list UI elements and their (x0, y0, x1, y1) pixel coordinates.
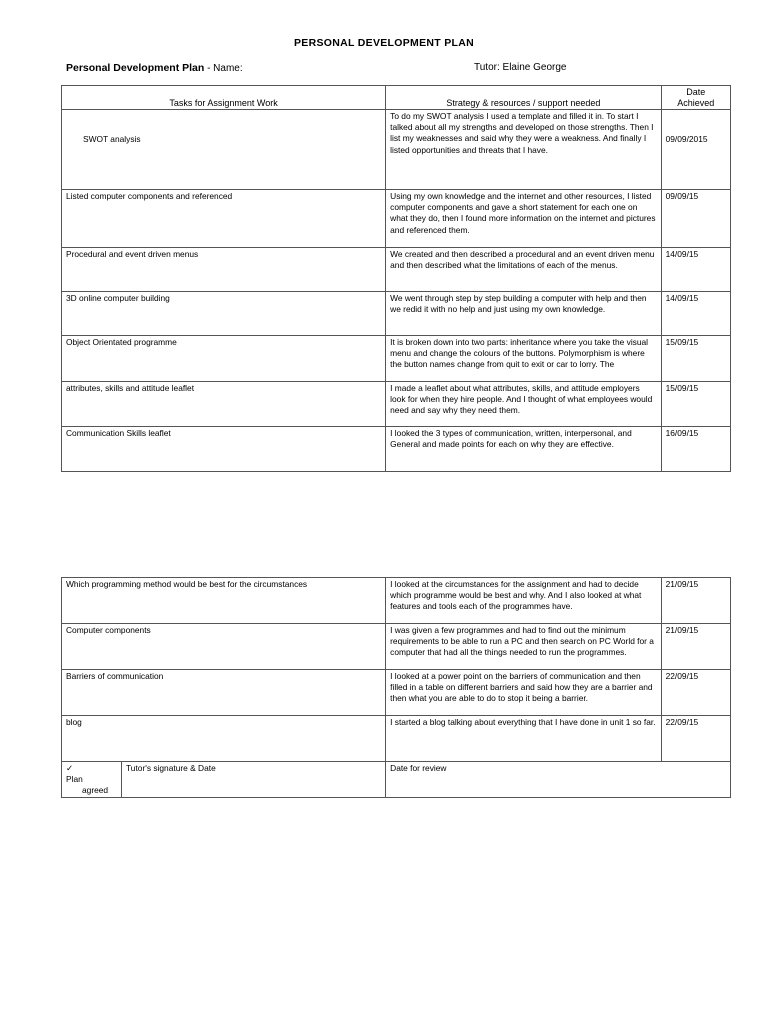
date-cell: 21/09/15 (661, 578, 730, 624)
table-row (62, 670, 731, 716)
plan-name-line (66, 62, 243, 74)
table-row (62, 190, 731, 248)
checkmark-icon: ✓ (66, 763, 74, 773)
plan-agreed-line2: agreed (82, 785, 109, 796)
table-row (62, 292, 731, 336)
task-cell: SWOT analysis (62, 110, 386, 190)
strategy-cell: I made a leaflet about what attributes, skills, and attitude employers look for when they hire people. And I thought of what employees would need and say why they need them. (386, 382, 661, 427)
strategy-cell: I started a blog talking about everything that I have done in unit 1 so far. (386, 716, 661, 762)
table-row (62, 624, 731, 670)
task-cell: Object Orientated programme (62, 336, 386, 382)
task-cell: Procedural and event driven menus (62, 248, 386, 292)
header-date-line2: Achieved (677, 98, 715, 108)
strategy-cell: We created and then described a procedural and an event driven menu and then described what the limitations of each of the menus. (386, 248, 661, 292)
table-row (62, 382, 731, 427)
table-row (62, 110, 731, 190)
header-date-line1: Date (686, 87, 706, 97)
date-cell: 15/09/15 (661, 382, 730, 427)
task-cell: 3D online computer building (62, 292, 386, 336)
date-cell: 14/09/15 (661, 248, 730, 292)
strategy-cell: I was given a few programmes and had to find out the minimum requirements to be able to run a PC and then search on PC World for a computer that had all the things needed to run the programmes. (386, 624, 661, 670)
strategy-cell: I looked at a power point on the barriers of communication and then filled in a table on different barriers and said how they are a barrier and then what you are able to do to stop it being a barrier. (386, 670, 661, 716)
date-cell: 15/09/15 (661, 336, 730, 382)
tutor-signature-label: Tutor's signature & Date (126, 763, 216, 773)
footer-row (62, 762, 731, 798)
task-cell: Barriers of communication (62, 670, 386, 716)
table-header-row (62, 86, 731, 110)
header-tasks: Tasks for Assignment Work (62, 86, 386, 110)
task-cell: blog (62, 716, 386, 762)
task-cell: Computer components (62, 624, 386, 670)
strategy-cell: I looked at the circumstances for the assignment and had to decide which programme would be best and why. And I also looked at what features and tools each of the programmes have. (386, 578, 661, 624)
name-label: - Name: (207, 63, 243, 74)
table-row (62, 248, 731, 292)
task-cell: Listed computer components and referenced (62, 190, 386, 248)
task-cell: attributes, skills and attitude leaflet (62, 382, 386, 427)
date-cell: 09/09/2015 (661, 110, 730, 190)
table-row (62, 427, 731, 472)
date-cell: 22/09/15 (661, 716, 730, 762)
date-for-review-label: Date for review (386, 762, 731, 798)
table-row (62, 578, 731, 624)
plan-agreed-cell (62, 762, 386, 798)
task-cell: Communication Skills leaflet (62, 427, 386, 472)
table-row (62, 336, 731, 382)
table-row (62, 716, 731, 762)
date-cell: 09/09/15 (661, 190, 730, 248)
tutor-label: Tutor: Elaine George (474, 62, 567, 73)
strategy-cell: I looked the 3 types of communication, written, interpersonal, and General and made points for each on why they are effective. (386, 427, 661, 472)
strategy-cell: Using my own knowledge and the internet and other resources, I listed computer components and gave a short statement for each one on what they do, then I found more information on the internet and pictures and referenced them. (386, 190, 661, 248)
plan-agreed-line1: ✓ Plan (66, 763, 117, 785)
plan-label: Personal Development Plan (66, 62, 205, 74)
plan-agreed-check (62, 762, 122, 797)
strategy-cell: We went through step by step building a computer with help and then we redid it with no help and just using my own knowledge. (386, 292, 661, 336)
date-cell: 16/09/15 (661, 427, 730, 472)
task-cell: Which programming method would be best for the circumstances (62, 578, 386, 624)
header-strategy: Strategy & resources / support needed (386, 86, 661, 110)
date-cell: 14/09/15 (661, 292, 730, 336)
document-title: PERSONAL DEVELOPMENT PLAN (294, 37, 474, 49)
plan-table-page-1 (61, 85, 731, 472)
header-date-achieved (661, 86, 730, 110)
date-cell: 21/09/15 (661, 624, 730, 670)
plan-table-page-2 (61, 577, 731, 798)
strategy-cell: It is broken down into two parts: inheritance where you take the visual menu and change the colours of the buttons. Polymorphism is where the button names change from quit to exit or car to lorry. The (386, 336, 661, 382)
strategy-cell: To do my SWOT analysis I used a template and filled it in. To start I talked about all my strengths and developed on those strengths. Then I list my weaknesses and said why they were a weakness. And finally I listed opportunities and threats that I have. (386, 110, 661, 190)
date-cell: 22/09/15 (661, 670, 730, 716)
plan-agreed-inner (62, 762, 385, 797)
